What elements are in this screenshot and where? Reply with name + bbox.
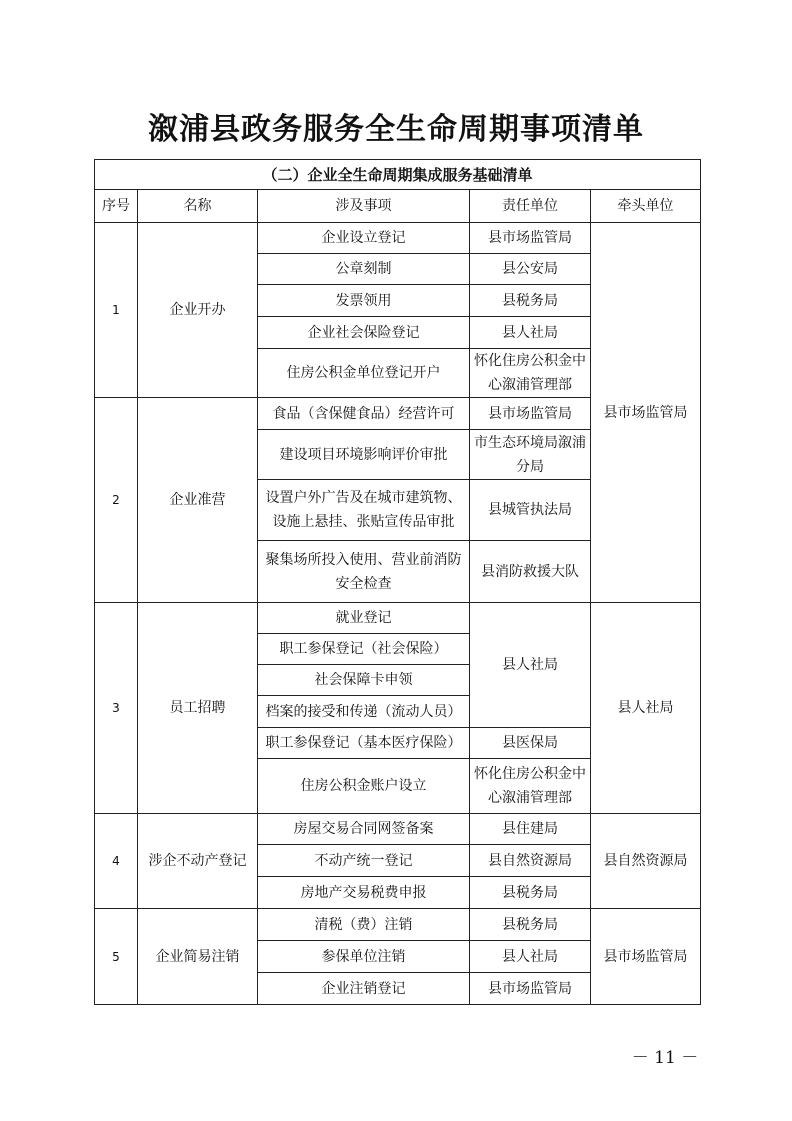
- unit-cell: 县市场监管局: [470, 223, 591, 254]
- matter-cell: 就业登记: [258, 603, 470, 634]
- header-unit: 责任单位: [470, 190, 591, 223]
- unit-cell: 县市场监管局: [470, 973, 591, 1005]
- unit-cell: 县税务局: [470, 877, 591, 909]
- table-row: [95, 223, 701, 254]
- matter-cell: 住房公积金单位登记开户: [258, 349, 470, 398]
- matter-cell: 清税（费）注销: [258, 909, 470, 941]
- service-list-table: [94, 159, 701, 1005]
- matter-cell: 企业社会保险登记: [258, 317, 470, 349]
- matter-cell: 企业设立登记: [258, 223, 470, 254]
- matter-cell: 房地产交易税费申报: [258, 877, 470, 909]
- matter-cell: 企业注销登记: [258, 973, 470, 1005]
- unit-cell: 县医保局: [470, 728, 591, 759]
- matter-cell: 社会保障卡申领: [258, 665, 470, 696]
- lead-unit-cell: 县市场监管局: [591, 223, 701, 603]
- row-number: 4: [95, 814, 138, 909]
- matter-cell: 房屋交易合同网签备案: [258, 814, 470, 845]
- lead-unit-cell: 县市场监管局: [591, 909, 701, 1005]
- table-row: [95, 909, 701, 941]
- unit-cell: 县消防救援大队: [470, 541, 591, 603]
- matter-cell: 档案的接受和传递（流动人员）: [258, 696, 470, 728]
- matter-cell: 发票领用: [258, 285, 470, 317]
- matter-cell: 食品（含保健食品）经营许可: [258, 398, 470, 430]
- unit-cell: 怀化住房公积金中心溆浦管理部: [470, 759, 591, 814]
- row-number: 2: [95, 398, 138, 603]
- row-number: 1: [95, 223, 138, 398]
- matter-cell: 不动产统一登记: [258, 845, 470, 877]
- unit-cell: 县自然资源局: [470, 845, 591, 877]
- header-no: 序号: [95, 190, 138, 223]
- page-number: － 11 －: [631, 1048, 699, 1068]
- unit-cell: 县住建局: [470, 814, 591, 845]
- matter-cell: 住房公积金账户设立: [258, 759, 470, 814]
- unit-cell: 县税务局: [470, 285, 591, 317]
- header-name: 名称: [138, 190, 258, 223]
- table-row: [95, 603, 701, 634]
- row-name: 企业准营: [138, 398, 258, 603]
- unit-cell: 县城管执法局: [470, 480, 591, 541]
- matter-cell: 聚集场所投入使用、营业前消防安全检查: [258, 541, 470, 603]
- matter-cell: 职工参保登记（社会保险）: [258, 634, 470, 665]
- matter-cell: 参保单位注销: [258, 941, 470, 973]
- unit-cell: 县人社局: [470, 941, 591, 973]
- header-matter: 涉及事项: [258, 190, 470, 223]
- matter-cell: 职工参保登记（基本医疗保险）: [258, 728, 470, 759]
- unit-cell: 县税务局: [470, 909, 591, 941]
- unit-cell: 县人社局: [470, 317, 591, 349]
- table-row: [95, 814, 701, 845]
- row-name: 涉企不动产登记: [138, 814, 258, 909]
- unit-cell: 市生态环境局溆浦分局: [470, 430, 591, 480]
- lead-unit-cell: 县自然资源局: [591, 814, 701, 909]
- unit-cell: 县人社局: [470, 603, 591, 728]
- row-name: 企业开办: [138, 223, 258, 398]
- header-lead: 牵头单位: [591, 190, 701, 223]
- table-subtitle: （二）企业全生命周期集成服务基础清单: [95, 160, 701, 190]
- row-name: 员工招聘: [138, 603, 258, 814]
- matter-cell: 设置户外广告及在城市建筑物、设施上悬挂、张贴宣传品审批: [258, 480, 470, 541]
- row-name: 企业简易注销: [138, 909, 258, 1005]
- lead-unit-cell: 县人社局: [591, 603, 701, 814]
- row-number: 5: [95, 909, 138, 1005]
- unit-cell: 县市场监管局: [470, 398, 591, 430]
- matter-cell: 公章刻制: [258, 254, 470, 285]
- row-number: 3: [95, 603, 138, 814]
- page-title: 溆浦县政务服务全生命周期事项清单: [148, 112, 644, 147]
- unit-cell: 怀化住房公积金中心溆浦管理部: [470, 349, 591, 398]
- unit-cell: 县公安局: [470, 254, 591, 285]
- matter-cell: 建设项目环境影响评价审批: [258, 430, 470, 480]
